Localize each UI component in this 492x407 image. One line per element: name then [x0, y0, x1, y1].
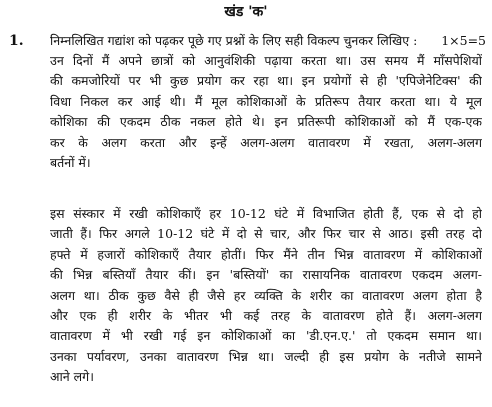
passage-line: उन दिनों मैं अपने छात्रों को आनुवंशिकी पढ़ाया करता था। उस समय मैं माँसपेशियों — [50, 53, 482, 68]
passage-line: जाती हैं। फिर अगले 10-12 घंटे में दो से चार, और फिर चार से आठ। इसी तरह दो — [50, 226, 482, 242]
passage-paragraph-1 — [50, 51, 482, 173]
passage-line: वातावरण में भी रखी गई इन कोशिकाओं का 'डी.एन.ए.' तो एकदम समान था। — [50, 328, 482, 344]
passage-line: हफ्ते में हजारों कोशिकाएँ तैयार होतीं। फिर मैंने तीन भिन्न वातावरण में कोशिकाओं — [50, 246, 482, 262]
question-instruction: निम्नलिखित गद्यांश को पढ़कर पूछे गए प्रश्नों के लिए सही विकल्प चुनकर लिखिए : — [50, 33, 418, 48]
section-title: खंड 'क' — [224, 4, 268, 20]
passage-line: की कमजोरियों पर भी कुछ प्रयोग कर रहा था। इन प्रयोगों से ही 'एपिजेनेटिक्स' की — [50, 73, 482, 89]
passage-line: आने लगे। — [50, 369, 94, 385]
question-marks: 1×5=5 — [441, 33, 486, 48]
passage-line: उनका पर्यावरण, उनका वातावरण भिन्न था। जल्दी ही इस प्रयोग के नतीजे सामने — [50, 348, 482, 364]
passage-line: कर के अलग करता और इन्हें अलग-अलग वातावरण में रखता, अलग-अलग — [50, 134, 482, 150]
passage-line: की भिन्न बस्तियाँ तैयार कीं। इन 'बस्तियों' का रासायनिक वातावरण एकदम अलग- — [50, 267, 482, 283]
passage-line: और एक ही शरीर के भीतर भी कई तरह के वातावरण होते हैं। अलग-अलग — [50, 308, 482, 324]
passage-line: इस संस्कार में रखी कोशिकाएँ हर 10-12 घंटे में विभाजित होती हैं, एक से दो हो — [50, 206, 482, 221]
question-number: 1. — [9, 33, 24, 49]
passage-paragraph-2 — [50, 204, 482, 388]
passage-line: बर्तनों में। — [50, 155, 91, 171]
passage-line: कोशिका की एकदम ठीक नकल होते थे। इन प्रतिरूपी कोशिकाओं को मैं एक-एक — [50, 114, 482, 130]
passage-line: अलग था। ठीक कुछ वैसे ही जैसे हर व्यक्ति के शरीर का वातावरण अलग होता है — [50, 287, 482, 303]
passage-line: विधा निकल कर आई थी। मैं मूल कोशिकाओं के प्रतिरूप तैयार करता था। ये मूल — [50, 93, 482, 109]
